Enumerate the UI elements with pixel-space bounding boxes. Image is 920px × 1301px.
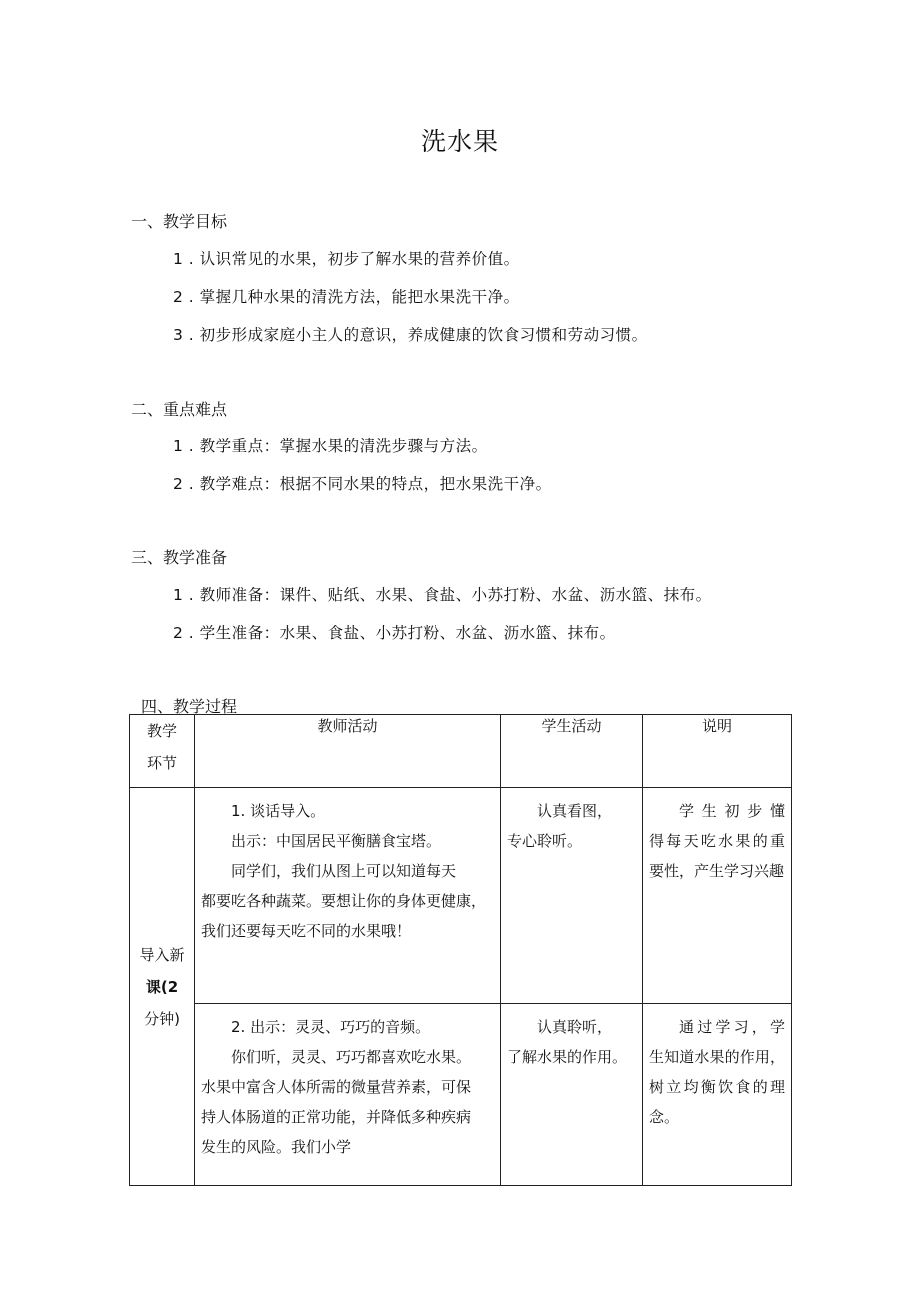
teacher-activity-line: 你们听，灵灵、巧巧都喜欢吃水果。 <box>231 1048 472 1066</box>
objective-item: 2 . 掌握几种水果的清洗方法，能把水果洗干净。 <box>173 288 520 306</box>
teaching-process-table <box>129 714 792 1186</box>
section-heading-process: 四、教学过程 <box>141 697 238 716</box>
note-cell <box>643 1004 792 1186</box>
key-point-item: 1 . 教学重点：掌握水果的清洗步骤与方法。 <box>173 437 488 455</box>
note-cell <box>643 788 792 1004</box>
student-activity-line: 了解水果的作用。 <box>507 1048 628 1066</box>
stage-line: 导入新 <box>139 945 185 964</box>
note-line: 学生初步懂 <box>679 802 785 820</box>
teacher-activity-line: 水果中富含人体所需的微量营养素，可保 <box>201 1078 472 1096</box>
table-row <box>130 788 792 1004</box>
teacher-activity-line: 都要吃各种蔬菜。要想让你的身体更健康， <box>201 892 487 910</box>
note-line: 树立均衡饮食的理 <box>649 1078 785 1096</box>
section-heading-key-points: 二、重点难点 <box>131 400 228 419</box>
note-line: 生知道水果的作用， <box>649 1048 785 1066</box>
teacher-activity-line: 同学们，我们从图上可以知道每天 <box>231 862 457 880</box>
teacher-activity-line: 持人体肠道的正常功能，并降低多种疾病 <box>201 1108 472 1126</box>
stage-cell <box>130 788 195 1186</box>
column-header-stage-line: 教学 <box>146 722 177 740</box>
document-title: 洗水果 <box>420 127 499 156</box>
objective-item: 3 . 初步形成家庭小主人的意识，养成健康的饮食习惯和劳动习惯。 <box>173 326 648 344</box>
student-activity-cell <box>501 788 643 1004</box>
teacher-activity-line: 2. 出示：灵灵、巧巧的音频。 <box>231 1018 431 1036</box>
column-header-teacher: 教师活动 <box>195 715 501 788</box>
stage-line: 分钟) <box>144 1009 180 1028</box>
note-line: 要性，产生学习兴趣 <box>649 862 785 880</box>
column-header-stage-line: 环节 <box>146 754 177 772</box>
section-heading-objectives: 一、教学目标 <box>131 212 228 231</box>
stage-line: 课(2 <box>145 977 179 996</box>
objective-item: 1 . 认识常见的水果，初步了解水果的营养价值。 <box>173 250 520 268</box>
student-activity-line: 认真看图， <box>537 802 613 820</box>
key-point-item: 2 . 教学难点：根据不同水果的特点，把水果洗干净。 <box>173 475 552 493</box>
student-activity-line: 认真聆听， <box>537 1018 613 1036</box>
teacher-activity-line: 发生的风险。我们小学 <box>201 1138 352 1156</box>
preparation-item: 1 . 教师准备：课件、贴纸、水果、食盐、小苏打粉、水盆、沥水篮、抹布。 <box>173 586 712 604</box>
teacher-activity-cell <box>195 788 501 1004</box>
teacher-activity-line: 出示：中国居民平衡膳食宝塔。 <box>231 832 442 850</box>
column-header-stage <box>130 715 195 788</box>
teacher-activity-line: 1. 谈话导入。 <box>231 802 326 820</box>
table-row <box>130 1004 792 1186</box>
teacher-activity-cell <box>195 1004 501 1186</box>
column-header-student: 学生活动 <box>501 715 643 788</box>
column-header-note: 说明 <box>643 715 792 788</box>
student-activity-cell <box>501 1004 643 1186</box>
preparation-item: 2 . 学生准备：水果、食盐、小苏打粉、水盆、沥水篮、抹布。 <box>173 624 616 642</box>
table-header-row <box>130 715 792 788</box>
note-line: 得每天吃水果的重 <box>649 832 785 850</box>
section-heading-preparation: 三、教学准备 <box>131 548 228 567</box>
note-line: 念。 <box>649 1108 680 1126</box>
student-activity-line: 专心聆听。 <box>507 832 583 850</box>
teacher-activity-line: 我们还要每天吃不同的水果哦！ <box>201 922 412 940</box>
note-line: 通过学习，学 <box>679 1018 785 1036</box>
